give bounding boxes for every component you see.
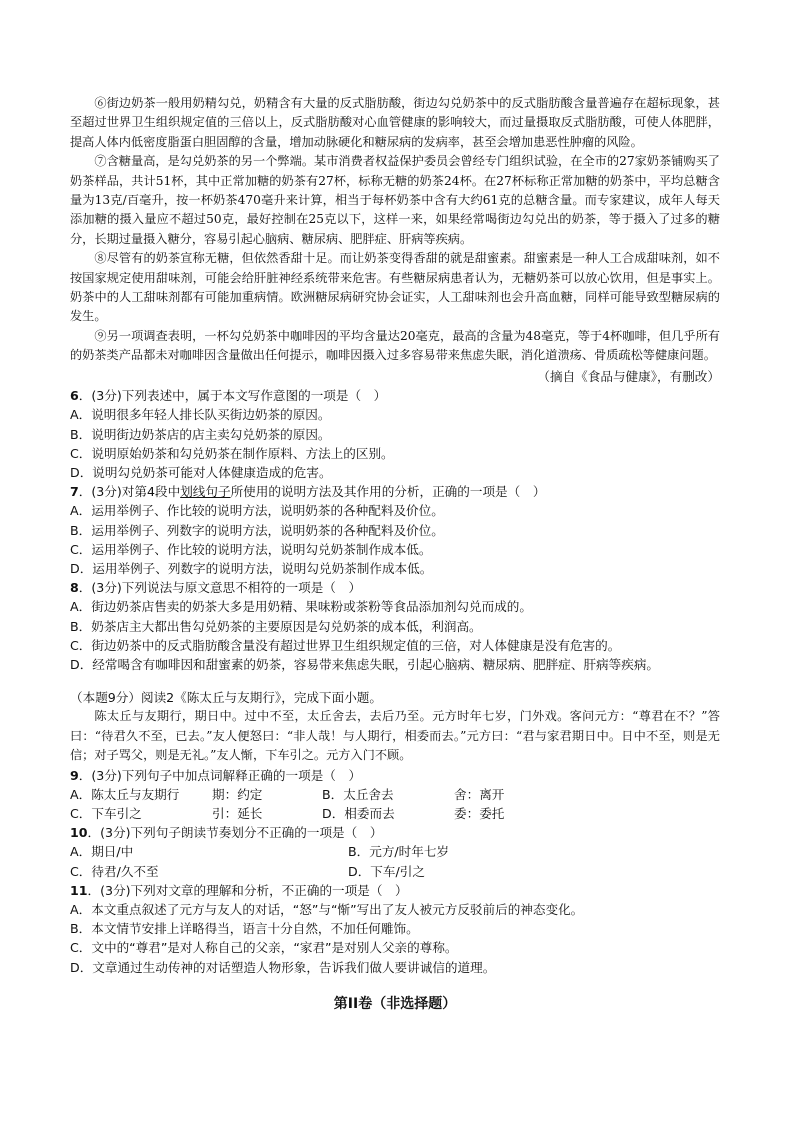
classical-text: 陈太丘与友期行，期日中。过中不至，太丘舍去，去后乃至。元方时年七岁，门外戏。客问元方：“尊君在不？”答曰：“待君久不至，已去。”友人便怒曰：“非人哉！与人期行，相委而去。”元方曰：“君与家君期日中。日中不至，则是无信；对子骂父，则是无礼。”友人惭，下车引之。元方入门不顾。 — [70, 709, 720, 763]
option-a: A．运用举例子、作比较的说明方法，说明奶茶的各种配料及价位。 — [70, 503, 444, 519]
question-number: 6 — [70, 388, 79, 404]
option-c: C．文中的“尊君”是对人称自己的父亲，“家君”是对别人父亲的尊称。 — [70, 940, 458, 956]
option-c: C．下车引之 — [70, 805, 142, 821]
option-d: D．运用举例子、列数字的说明方法，说明勾兑奶茶制作成本低。 — [70, 560, 433, 576]
question-stem: ．(3分)对第4段中 — [78, 484, 181, 500]
question-stem: ．(3分)下列对文章的理解和分析，不正确的一项是（ ） — [87, 882, 408, 898]
page-content — [70, 94, 720, 1013]
option-d: D．相委而去 — [322, 805, 395, 821]
question-7 — [70, 482, 720, 578]
option-b: B．本文情节安排上详略得当，语言十分自然，不加任何雕饰。 — [70, 921, 419, 937]
option-c-gloss: 引：延长 — [212, 805, 263, 821]
option-b-gloss: 舍：离开 — [454, 786, 505, 802]
passage-source: （摘自《食品与健康》，有删改） — [537, 368, 720, 384]
question-stem: ．(3分)下列说法与原文意思不相符的一项是（ ） — [78, 580, 362, 596]
option-d: D．下车/引之 — [348, 863, 425, 879]
question-8 — [70, 578, 720, 674]
option-c: C．运用举例子、作比较的说明方法，说明勾兑奶茶制作成本低。 — [70, 541, 432, 557]
question-10 — [70, 823, 720, 881]
option-a: A．期日/中 — [70, 844, 134, 860]
question-stem: ．(3分)下列句子中加点词解释正确的一项是（ ） — [78, 767, 362, 783]
question-stem: ．(3分)下列句子朗读节奏划分不正确的一项是（ ） — [87, 825, 383, 841]
option-b: B．运用举例子、列数字的说明方法，说明奶茶的各种配料及价位。 — [70, 522, 444, 538]
passage-paragraph-8: ⑧尽管有的奶茶宣称无糖，但依然香甜十足。而让奶茶变得香甜的就是甜蜜素。甜蜜素是一种人工合成甜味剂，如不按国家规定使用甜味剂，可能会给肝脏神经系统带来危害。有些糖尿病患者认为，无糖奶茶可以放心饮用，但是事实上。奶茶中的人工甜味剂都有可能加重病情。欧洲糖尿病研究协会证实，人工甜味剂也会升高血糖，同样可能导致型糖尿病的发生。 — [70, 251, 720, 324]
section-intro: （本题9分）阅读2《陈太丘与友期行》，完成下面小题。 — [70, 690, 382, 706]
question-number: 11 — [70, 882, 88, 898]
option-d: D．文章通过生动传神的对话塑造人物形象，告诉我们做人要讲诚信的道理。 — [70, 959, 496, 975]
question-6 — [70, 386, 720, 482]
question-stem-end: 所使用的说明方法及其作用的分析，正确的一项是（ ） — [230, 484, 546, 500]
question-number: 7 — [70, 484, 79, 500]
option-a: A．陈太丘与友期行 — [70, 786, 180, 802]
option-a: A．街边奶茶店售卖的奶茶大多是用奶精、果味粉或茶粉等食品添加剂勾兑而成的。 — [70, 599, 532, 615]
question-9 — [70, 766, 720, 824]
option-c: C．说明原始奶茶和勾兑奶茶在制作原料、方法上的区别。 — [70, 445, 394, 461]
option-c: C．街边奶茶中的反式脂肪酸含量没有超过世界卫生组织规定值的三倍，对人体健康是没有危害的。 — [70, 637, 621, 653]
option-a-gloss: 期：约定 — [212, 786, 263, 802]
question-stem: ．(3分)下列表述中，属于本文写作意图的一项是（ ） — [78, 388, 387, 404]
option-b: B．说明街边奶茶店的店主卖勾兑奶茶的原因。 — [70, 426, 331, 442]
option-a: A．说明很多年轻人排长队买街边奶茶的原因。 — [70, 407, 331, 423]
passage-paragraph-6: ⑥街边奶茶一般用奶精勾兑，奶精含有大量的反式脂肪酸，街边勾兑奶茶中的反式脂肪酸含量普遍存在超标现象，甚至超过世界卫生组织规定值的三倍以上，反式脂肪酸对心血管健康的影响较大，而过量摄取反式脂肪酸，可使人体肥胖，提高人体内低密度脂蛋白胆固醇的含量，增加动脉硬化和糖尿病的发病率，甚至会增加患恶性肿瘤的风险。 — [70, 96, 720, 149]
underlined-text: 划线句子 — [180, 484, 231, 500]
option-a: A．本文重点叙述了元方与友人的对话，“怒”与“惭”写出了友人被元方反驳前后的神态变化。 — [70, 901, 584, 917]
question-number: 10 — [70, 825, 88, 841]
question-11 — [70, 881, 720, 977]
part-2-title: 第II卷（非选择题） — [333, 995, 457, 1012]
option-d: D．经常喝含有咖啡因和甜蜜素的奶茶，容易带来焦虑失眠，引起心脑病、糖尿病、肥胖症、肝病等疾病。 — [70, 656, 660, 672]
question-number: 8 — [70, 580, 79, 596]
option-c: C．待君/久不至 — [70, 863, 159, 879]
question-number: 9 — [70, 767, 79, 783]
option-b: B．太丘舍去 — [322, 786, 394, 802]
option-b: B．元方/时年七岁 — [348, 844, 450, 860]
passage-paragraph-9: ⑨另一项调查表明，一杯勾兑奶茶中咖啡因的平均含量达20毫克，最高的含量为48毫克，等于4杯咖啡，但几乎所有的奶茶类产品都未对咖啡因含量做出任何提示，咖啡因摄入过多容易带来焦虑失眠，消化道溃疡、骨质疏松等健康问题。 — [70, 328, 720, 363]
option-b: B．奶茶店主大都出售勾兑奶茶的主要原因是勾兑奶茶的成本低，利润高。 — [70, 618, 482, 634]
passage-paragraph-7: ⑦含糖量高，是勾兑奶茶的另一个弊端。某市消费者权益保护委员会曾经专门组织试验，在全市的27家奶茶铺购买了奶茶样品，共计51杯，其中正常加糖的奶茶有27杯，标称无糖的奶茶24杯。在27杯标称正常加糖的奶茶中，平均总糖含量为13克/百毫升，按一杯奶茶470毫升来计算，相当于每杯奶茶中含有大约61克的总糖含量。而专家建议，成年人每天添加糖的摄入量应不超过50克，最好控制在25克以下，这样一来，如果经常喝街边勾兑出的奶茶，等于摄入了过多的糖分，长期过量摄入糖分，容易引起心脑病、糖尿病、肥胖症、肝病等疾病。 — [70, 154, 720, 246]
option-d-gloss: 委：委托 — [454, 805, 505, 821]
option-d: D．说明勾兑奶茶可能对人体健康造成的危害。 — [70, 464, 332, 480]
